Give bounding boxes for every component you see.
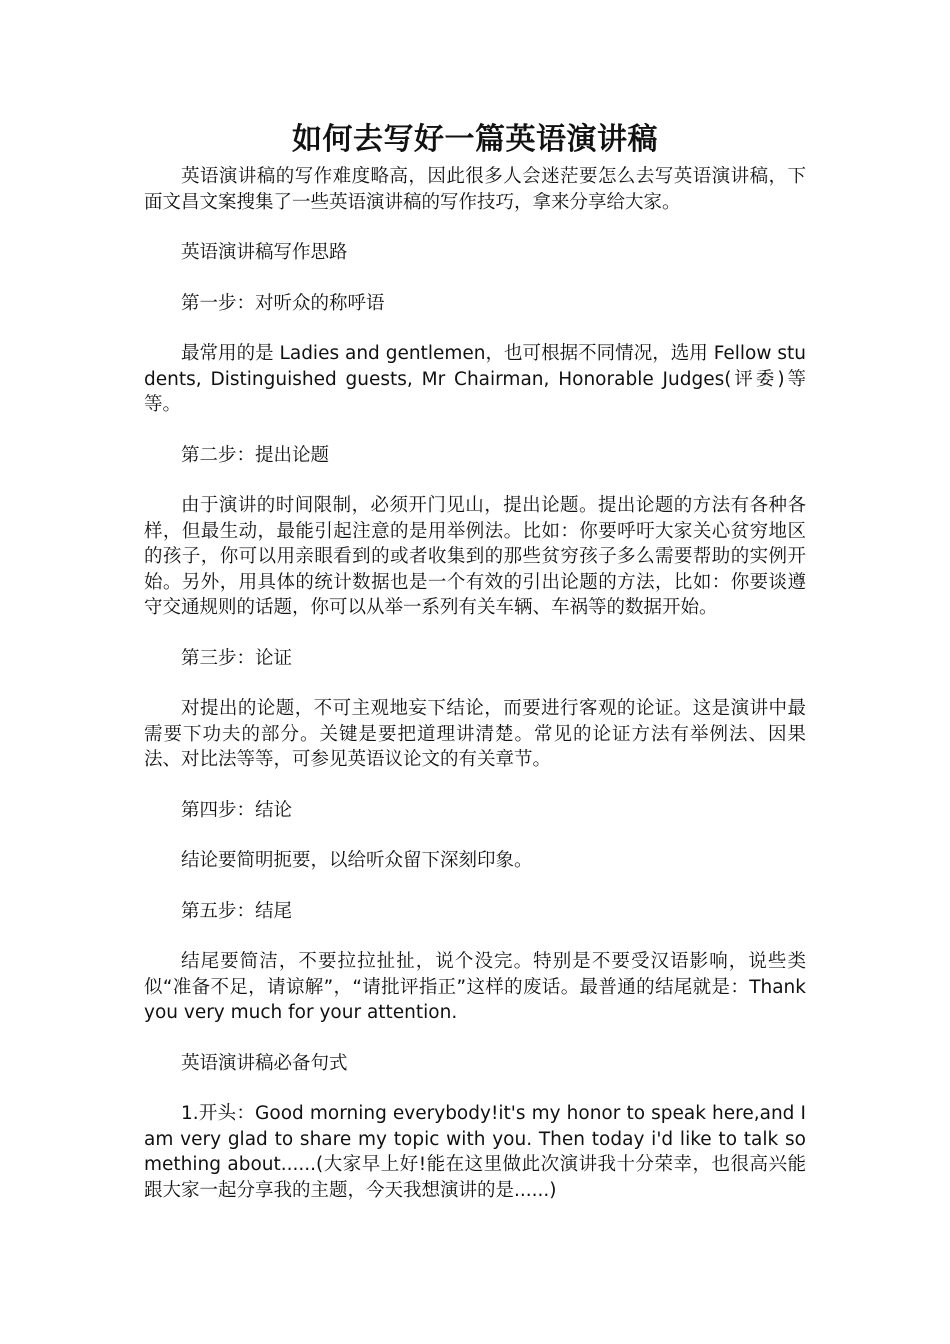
step-one-paragraph: 最常用的是 Ladies and gentlemen，也可根据不同情况，选用 Fellow students, Distinguished guests, Mr Chairman, Honorable Judges(评委)等等。 bbox=[144, 343, 806, 415]
step-four-paragraph: 结论要简明扼要，以给听众留下深刻印象。 bbox=[181, 850, 533, 871]
step-five-heading: 第五步：结尾 bbox=[181, 900, 293, 922]
step-two-paragraph: 由于演讲的时间限制，必须开门见山，提出论题。提出论题的方法有各种各样，但最生动，最能引起注意的是用举例法。比如：你要呼吁大家关心贫穷地区的孩子，你可以用亲眼看到的或者收集到的那些贫穷孩子多么需要帮助的实例开始。另外，用具体的统计数据也是一个有效的引出论题的方法，比如：你要谈遵守交通规则的话题，你可以从举一系列有关车辆、车祸等的数据开始。 bbox=[144, 495, 806, 618]
step-three-paragraph: 对提出的论题，不可主观地妄下结论，而要进行客观的论证。这是演讲中最需要下功夫的部分。关键是要把道理讲清楚。常见的论证方法有举例法、因果法、对比法等等，可参见英语议论文的有关章节。 bbox=[144, 698, 806, 770]
section-heading-sentence-patterns: 英语演讲稿必备句式 bbox=[181, 1052, 348, 1074]
step-four-heading: 第四步：结论 bbox=[181, 799, 293, 821]
step-two-heading: 第二步：提出论题 bbox=[181, 444, 330, 466]
step-five-paragraph: 结尾要简洁，不要拉拉扯扯，说个没完。特别是不要受汉语影响，说些类似“准备不足，请谅解”，“请批评指正”这样的废话。最普通的结尾就是：Thank you very much for your attention. bbox=[144, 951, 806, 1023]
opening-pattern-paragraph: 1.开头：Good morning everybody!it's my honor to speak here,and I am very glad to share my topic with you. Then today i'd like to talk something about......(大家早上好!能在这里做此次演讲我十分荣幸，也很高兴能跟大家一起分享我的主题，今天我想演讲的是......) bbox=[144, 1103, 806, 1201]
step-three-heading: 第三步：论证 bbox=[181, 647, 293, 669]
step-one-heading: 第一步：对听众的称呼语 bbox=[181, 292, 385, 314]
document-page bbox=[144, 118, 806, 1203]
intro-paragraph: 英语演讲稿的写作难度略高，因此很多人会迷茫要怎么去写英语演讲稿，下面文昌文案搜集了一些英语演讲稿的写作技巧，拿来分享给大家。 bbox=[144, 166, 806, 213]
document-title: 如何去写好一篇英语演讲稿 bbox=[292, 122, 658, 157]
section-heading-writing-ideas: 英语演讲稿写作思路 bbox=[181, 242, 348, 263]
